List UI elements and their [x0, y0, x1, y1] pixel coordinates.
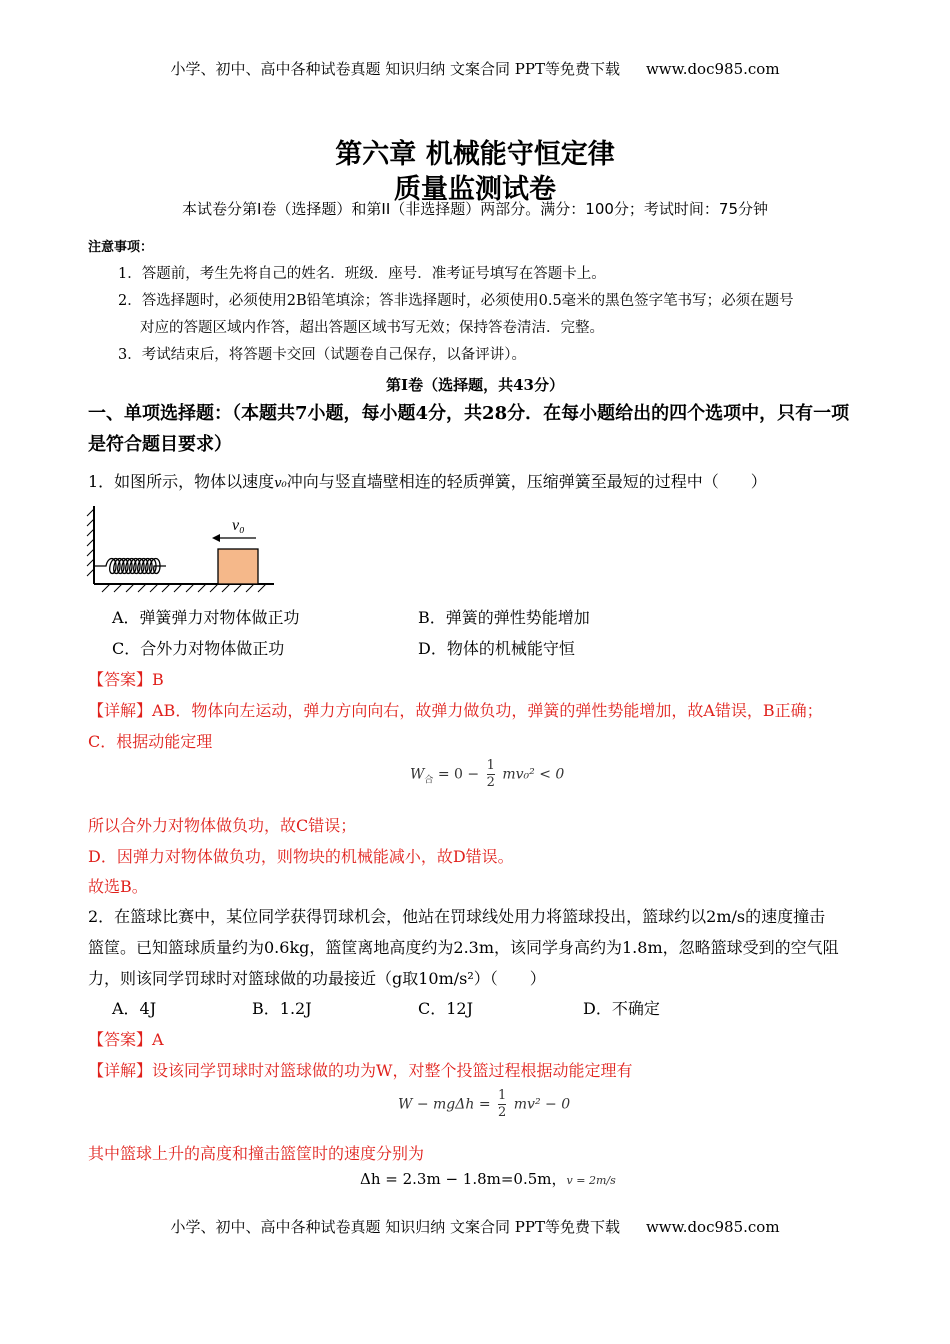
q2-option-b[interactable]: B．1.2J [252, 999, 312, 1018]
formula-part: mv₀² < 0 [502, 766, 565, 783]
fraction-denominator: 2 [498, 1105, 507, 1120]
q2-option-a[interactable]: A．4J [112, 999, 157, 1018]
q2-formula2 [360, 1168, 616, 1189]
q1-formula [410, 758, 564, 791]
q2-answer: 【答案】A [88, 1030, 164, 1049]
q1-stem-b: 冲向与竖直墙壁相连的轻质弹簧，压缩弹簧至最短的过程中（ ） [286, 472, 767, 491]
footer-text: 小学、初中、高中各种试卷真题 知识归纳 文案合同 PPT等免费下载 [170, 1218, 620, 1236]
note-item: 2．答选择题时，必须使用2B铅笔填涂；答非选择题时，必须使用0.5毫米的黑色签字笔书写；必须在题号 [118, 293, 794, 309]
q2-stem: 2．在篮球比赛中，某位同学获得罚球机会，他站在罚球线处用力将篮球投出，篮球约以2m/s的速度撞击 [88, 907, 826, 926]
q2-formula [398, 1088, 570, 1121]
section-heading: 第I卷（选择题，共43分） [386, 376, 564, 394]
q1-answer: 【答案】B [88, 670, 164, 689]
q1-stem [88, 469, 767, 492]
block [218, 549, 258, 584]
q2-stem: 篮筐。已知篮球质量约为0.6kg，篮筐离地高度约为2.3m，该同学身高约为1.8m，忽略篮球受到的空气阻 [88, 938, 839, 957]
page-title: 第六章 机械能守恒定律 [335, 139, 615, 170]
formula-part: mv² − 0 [513, 1096, 571, 1113]
note-item: 1．答题前，考生先将自己的姓名．班级．座号．准考证号填写在答题卡上。 [118, 266, 606, 282]
q1-stem-a: 1．如图所示，物体以速度 [88, 472, 275, 491]
formula-part: W − mgΔh = [398, 1096, 491, 1113]
footer-site[interactable]: www.doc985.com [645, 1218, 780, 1236]
q1-detail: C．根据动能定理 [88, 732, 213, 751]
formula-part: = 0 − [437, 766, 480, 783]
part-one-heading: 一、单项选择题：（本题共7小题，每小题4分，共28分．在每小题给出的四个选项中，只有一项是符合题目要求） [88, 403, 850, 455]
q1-option-d[interactable]: D．物体的机械能守恒 [418, 639, 575, 658]
fraction-denominator: 2 [486, 775, 495, 790]
q1-option-c[interactable]: C．合外力对物体做正功 [112, 639, 285, 658]
note-item: 对应的答题区域内作答，超出答题区域书写无效；保持答卷清洁．完整。 [140, 320, 604, 336]
q2-detail: 【详解】设该同学罚球时对篮球做的功为W，对整个投篮过程根据动能定理有 [88, 1061, 633, 1080]
formula-fraction [498, 1088, 506, 1121]
note-item: 3．考试结束后，将答题卡交回（试题卷自己保存，以备评讲）。 [118, 347, 526, 363]
floor [94, 584, 274, 592]
formula-part: v = 2m/s [566, 1174, 616, 1187]
q2-option-c[interactable]: C．12J [418, 999, 474, 1018]
q1-v0: v₀ [274, 476, 287, 491]
formula-subscript: 合 [424, 775, 434, 786]
q1-detail: D．因弹力对物体做负功，则物块的机械能减小，故D错误。 [88, 847, 514, 866]
q2-detail: 其中篮球上升的高度和撞击篮筐时的速度分别为 [88, 1144, 425, 1163]
fraction-numerator: 1 [498, 1088, 507, 1103]
formula-fraction [487, 758, 495, 791]
q1-figure [86, 504, 276, 594]
q1-detail: 所以合外力对物体做负功，故C错误； [88, 816, 357, 835]
notes-heading: 注意事项： [88, 240, 154, 255]
exam-intro: 本试卷分第I卷（选择题）和第II（非选择题）两部分。满分：100分；考试时间：75分钟 [182, 200, 768, 218]
header-text: 小学、初中、高中各种试卷真题 知识归纳 文案合同 PPT等免费下载 [170, 60, 620, 78]
arrow-head-icon [212, 534, 220, 542]
q2-stem: 力，则该同学罚球时对篮球做的功最接近（g取10m/s²）（ ） [88, 969, 546, 988]
page-footer [0, 1216, 950, 1237]
formula-part: Δh = 2.3m − 1.8m=0.5m， [360, 1170, 567, 1188]
formula-symbol: W [410, 766, 425, 783]
page-header [0, 58, 950, 79]
wall [87, 506, 94, 584]
q1-option-a[interactable]: A．弹簧弹力对物体做正功 [112, 608, 300, 627]
q1-detail: 【详解】AB．物体向左运动，弹力方向向右，故弹力做负功，弹簧的弹性势能增加，故A错误，B正确； [88, 701, 823, 720]
velocity-label: v₀ [232, 517, 245, 534]
q1-detail: 故选B。 [88, 877, 148, 896]
page-subtitle: 质量监测试卷 [394, 174, 556, 205]
q2-option-d[interactable]: D．不确定 [583, 999, 660, 1018]
header-site[interactable]: www.doc985.com [645, 60, 780, 78]
q1-option-b[interactable]: B．弹簧的弹性势能增加 [418, 608, 590, 627]
fraction-numerator: 1 [486, 758, 495, 773]
spring [94, 559, 166, 574]
